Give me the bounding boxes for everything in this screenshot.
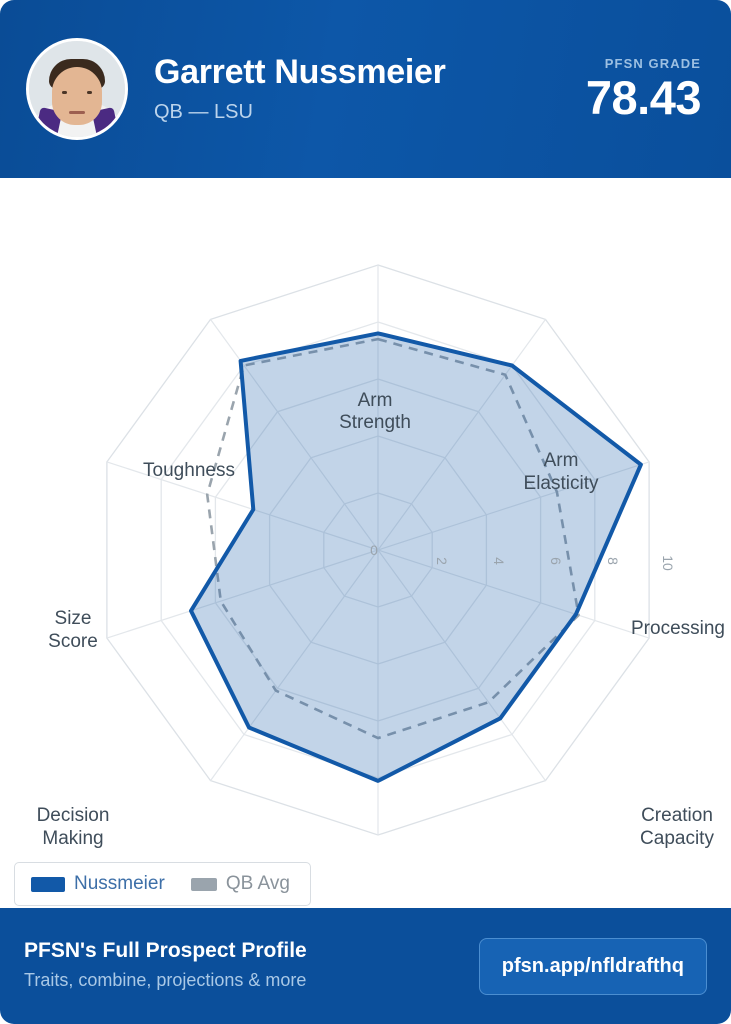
promo-footer: [0, 908, 731, 1024]
promo-text: [24, 939, 479, 992]
svg-text:Making: Making: [42, 828, 104, 849]
svg-text:8: 8: [605, 557, 621, 565]
radar-chart: [0, 178, 731, 908]
player-identity: [154, 54, 586, 123]
player-position-team: QB — LSU: [154, 100, 253, 123]
grade-label: PFSN GRADE: [604, 55, 701, 71]
player-headshot: [29, 41, 125, 137]
legend-item-qb-avg[interactable]: [191, 873, 294, 895]
svg-text:Size: Size: [54, 608, 92, 629]
svg-text:Elasticity: Elasticity: [523, 473, 599, 494]
radar-chart-svg: [0, 178, 731, 908]
svg-text:Toughness: Toughness: [143, 460, 235, 481]
svg-text:Capacity: Capacity: [640, 828, 714, 849]
grade-value: 78.43: [585, 70, 701, 124]
svg-text:Decision: Decision: [36, 805, 110, 826]
legend-label-nussmeier: Nussmeier: [74, 873, 165, 894]
svg-text:Arm: Arm: [357, 390, 393, 411]
svg-text:6: 6: [548, 557, 564, 565]
promo-subtitle: Traits, combine, projections & more: [24, 970, 307, 991]
svg-text:Creation: Creation: [641, 805, 713, 826]
svg-text:0: 0: [370, 542, 378, 558]
page-title: Garrett Nussmeier: [154, 53, 446, 92]
legend-swatch-solid-icon: [31, 877, 65, 892]
promo-cta-button[interactable]: pfsn.app/nfldrafthq: [479, 938, 707, 995]
legend-item-nussmeier[interactable]: [31, 873, 191, 895]
player-header: [0, 0, 731, 178]
avatar: [26, 38, 128, 140]
legend-label-qb-avg: QB Avg: [225, 873, 290, 894]
promo-title: PFSN's Full Prospect Profile: [24, 939, 307, 963]
series-nussmeier: [191, 333, 641, 781]
chart-legend[interactable]: [14, 862, 311, 906]
grade-block: [586, 56, 705, 122]
svg-text:2: 2: [434, 557, 450, 565]
svg-text:Processing: Processing: [631, 618, 725, 639]
svg-text:Score: Score: [48, 631, 98, 652]
legend-swatch-dashed-icon: [191, 878, 217, 891]
svg-text:10: 10: [660, 555, 676, 571]
svg-text:Arm: Arm: [543, 450, 579, 471]
svg-text:4: 4: [491, 557, 507, 565]
svg-text:Strength: Strength: [339, 412, 411, 433]
